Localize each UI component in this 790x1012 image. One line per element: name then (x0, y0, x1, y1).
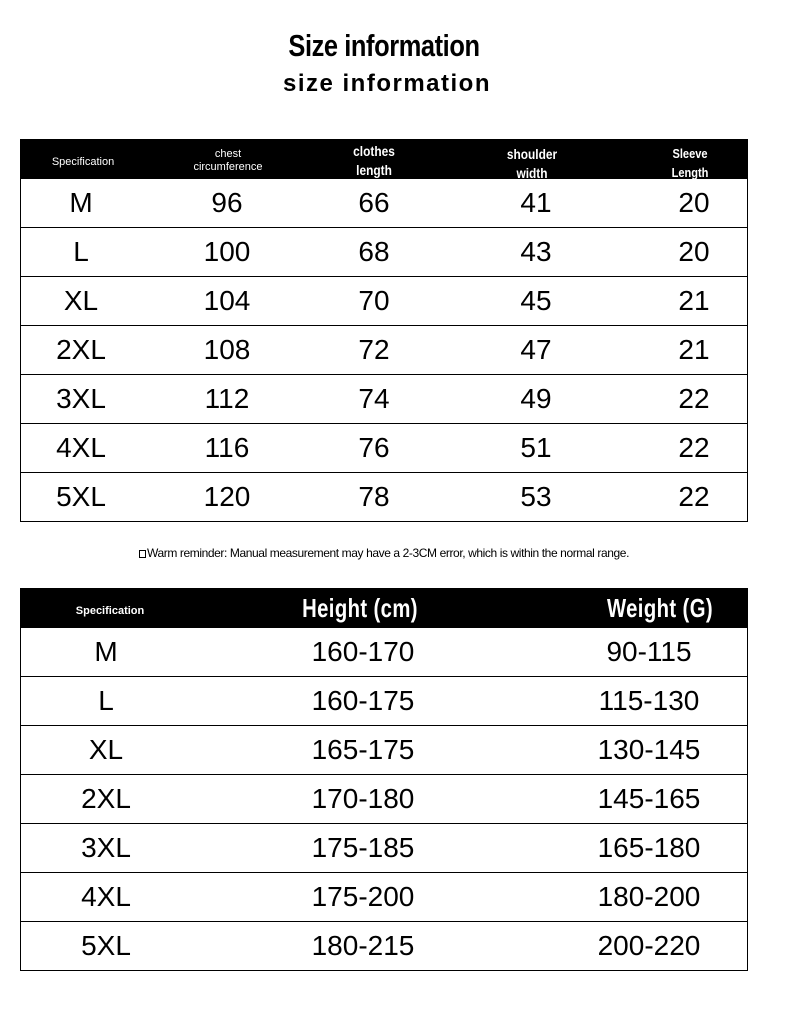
value-cell: 51 (520, 432, 552, 463)
value-cell: 200-220 (597, 930, 701, 961)
header-sleeve-line2: Length (671, 165, 709, 180)
header-shoulder-line2: width (516, 165, 548, 181)
value-cell: 170-180 (311, 783, 415, 814)
header-chest-line1: chest (214, 148, 242, 160)
header-specification (38, 156, 128, 169)
header-shoulder-width (494, 145, 571, 183)
size-label-cell: 3XL (81, 832, 131, 863)
value-cell: 120 (203, 481, 251, 512)
value-cell: 112 (204, 383, 250, 414)
warm-reminder (0, 546, 768, 560)
table-row (21, 227, 747, 276)
value-cell: 76 (358, 432, 390, 463)
table-row (21, 676, 747, 725)
size-label-cell: 2XL (81, 783, 131, 814)
value-cell: 180-200 (597, 881, 701, 912)
value-cell: 116 (204, 432, 250, 463)
size-label-cell: XL (88, 734, 124, 765)
value-cell: 180-215 (311, 930, 415, 961)
table-row (21, 823, 747, 872)
table-row (21, 325, 747, 374)
size-label-cell: 4XL (81, 881, 131, 912)
header-specification-2 (65, 605, 155, 618)
fit-guide-table (20, 588, 748, 971)
table-row (21, 472, 747, 521)
value-cell: 72 (358, 334, 390, 365)
size-label-cell: 4XL (56, 432, 106, 463)
header-sleeve-length (652, 144, 729, 182)
table-row (21, 628, 747, 676)
value-cell: 22 (678, 481, 710, 512)
size-label-cell: 5XL (56, 481, 106, 512)
header-height: Height (cm) (302, 593, 418, 623)
table-row (21, 423, 747, 472)
size-label-cell: L (98, 685, 114, 716)
size-label-cell: L (73, 236, 89, 267)
reminder-box-icon (139, 550, 146, 558)
size-label-cell: 3XL (56, 383, 106, 414)
header-specification-label: Specification (51, 156, 115, 168)
header-chest-circumference (183, 148, 273, 174)
value-cell: 43 (520, 236, 552, 267)
size-label-cell: M (94, 636, 118, 667)
header-shoulder-line1: shoulder (506, 146, 558, 162)
header-specification-2-label: Specification (75, 605, 145, 617)
size-label-cell: M (69, 187, 93, 218)
value-cell: 175-185 (311, 832, 415, 863)
reminder-text: Warm reminder: Manual measurement may have a 2-3CM error, which is within the normal range. (146, 546, 630, 560)
table-row (21, 921, 747, 970)
value-cell: 66 (358, 187, 390, 218)
size-measurement-table (20, 139, 748, 522)
fit-table-header (20, 588, 748, 628)
table-row (21, 374, 747, 423)
value-cell: 100 (203, 236, 251, 267)
value-cell: 22 (678, 383, 710, 414)
value-cell: 90-115 (606, 636, 692, 667)
value-cell: 165-180 (597, 832, 701, 863)
value-cell: 49 (520, 383, 552, 414)
value-cell: 68 (358, 236, 390, 267)
table-row (21, 872, 747, 921)
value-cell: 160-170 (311, 636, 415, 667)
value-cell: 20 (678, 187, 710, 218)
size-label-cell: XL (63, 285, 99, 316)
header-sleeve-line1: Sleeve (672, 146, 708, 161)
size-label-cell: 2XL (56, 334, 106, 365)
page-subtitle: size information (282, 70, 492, 97)
table-row (21, 725, 747, 774)
value-cell: 160-175 (311, 685, 415, 716)
header-weight: Weight (G) (606, 593, 714, 623)
value-cell: 74 (358, 383, 390, 414)
size-table-body (20, 179, 748, 522)
value-cell: 70 (358, 285, 390, 316)
value-cell: 175-200 (311, 881, 415, 912)
value-cell: 21 (678, 285, 710, 316)
header-chest-line2: circumference (193, 161, 263, 173)
value-cell: 41 (520, 187, 552, 218)
value-cell: 45 (520, 285, 552, 316)
value-cell: 115-130 (598, 685, 700, 716)
value-cell: 21 (678, 334, 710, 365)
header-clothes-line1: clothes (353, 143, 395, 159)
value-cell: 130-145 (597, 734, 701, 765)
header-clothes-length (336, 142, 413, 180)
fit-table-body (20, 628, 748, 971)
value-cell: 53 (520, 481, 552, 512)
value-cell: 104 (203, 285, 251, 316)
size-label-cell: 5XL (81, 930, 131, 961)
value-cell: 96 (211, 187, 243, 218)
value-cell: 20 (678, 236, 710, 267)
value-cell: 47 (520, 334, 552, 365)
size-table-header (20, 139, 748, 179)
value-cell: 145-165 (597, 783, 701, 814)
table-row (21, 179, 747, 227)
value-cell: 78 (358, 481, 390, 512)
header-clothes-line2: length (356, 162, 392, 178)
value-cell: 22 (678, 432, 710, 463)
value-cell: 165-175 (311, 734, 415, 765)
table-row (21, 774, 747, 823)
value-cell: 108 (203, 334, 251, 365)
page-title: Size information (288, 28, 480, 63)
table-row (21, 276, 747, 325)
